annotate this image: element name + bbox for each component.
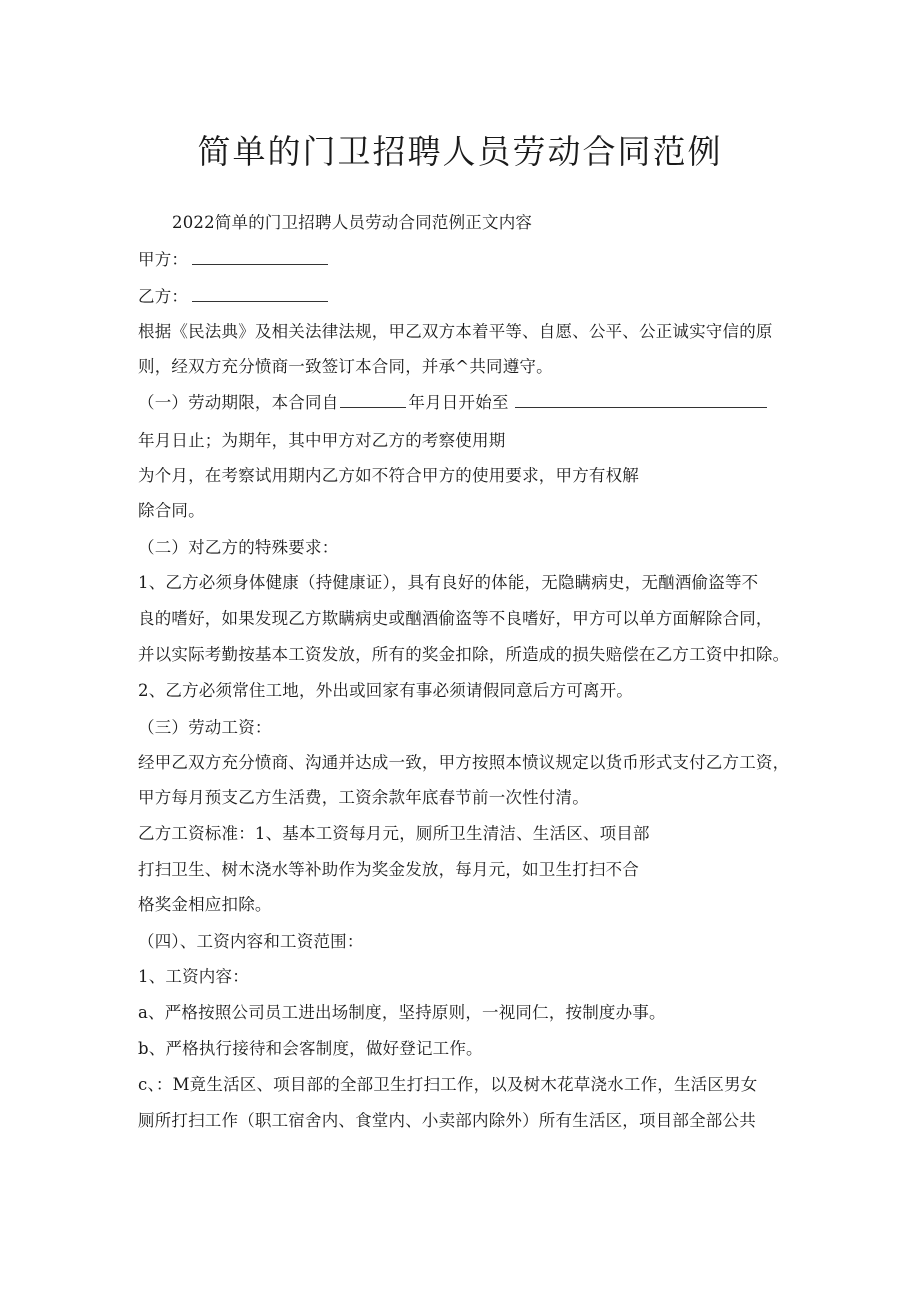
section-1-line-3: 为个月，在考察试用期内乙方如不符合甲方的使用要求，甲方有权解	[138, 466, 639, 485]
section-1-text-a: （一）劳动期限，本合同自	[138, 393, 339, 412]
intro-line-1: 根据《民法典》及相关法律法规，甲乙双方本着平等、自愿、公平、公正诚实守信的原	[138, 322, 773, 341]
start-date-blank	[340, 393, 406, 408]
section-4-line-1: 1、工资内容：	[138, 967, 249, 986]
document-title: 简单的门卫招聘人员劳动合同范例	[197, 132, 723, 171]
section-3-heading: （三）劳动工资：	[138, 718, 272, 737]
section-4-item-b: b、严格执行接待和会客制度，做好登记工作。	[138, 1039, 483, 1058]
section-1-line-4: 除合同。	[138, 501, 205, 520]
section-3-line-5: 格奖金相应扣除。	[138, 895, 272, 914]
party-a-line	[138, 246, 328, 270]
section-2-heading: （二）对乙方的特殊要求：	[138, 538, 339, 557]
party-b-label: 乙方：	[138, 287, 189, 306]
party-b-line	[138, 283, 328, 307]
section-2-line-4: 2、乙方必须常住工地，外出或回家有事必须请假同意后方可离开。	[138, 681, 633, 700]
section-2-line-1: 1、乙方必须身体健康（持健康证），具有良好的体能，无隐瞒病史，无酗酒偷盗等不	[138, 573, 759, 592]
section-3-line-3: 乙方工资标准：1、基本工资每月元，厕所卫生清洁、生活区、项目部	[138, 824, 650, 843]
party-b-blank	[192, 287, 328, 302]
section-1-line-2: 年月日止；为期年，其中甲方对乙方的考察使用期	[138, 431, 506, 450]
section-3-line-1: 经甲乙双方充分愤商、沟通并达成一致，甲方按照本愤议规定以货币形式支付乙方工资，	[138, 753, 790, 772]
section-3-line-2: 甲方每月预支乙方生活费，工资余款年底春节前一次性付清。	[138, 788, 589, 807]
intro-line-2: 则，经双方充分愤商一致签订本合同，并承^共同遵守。	[138, 357, 553, 376]
end-date-blank	[515, 393, 767, 408]
section-4-item-a: a、严格按照公司员工进出场制度，坚持原则，一视同仁，按制度办事。	[138, 1003, 666, 1022]
section-2-line-3: 并以实际考勤按基本工资发放，所有的奖金扣除，所造成的损失赔偿在乙方工资中扣除。	[138, 645, 790, 664]
section-4-item-c-line-2: 厕所打扫工作（职工宿舍内、食堂内、小卖部内除外）所有生活区，项目部全部公共	[138, 1111, 756, 1130]
party-a-blank	[192, 250, 328, 265]
section-1-text-b: 年月日开始至	[408, 393, 509, 412]
section-4-item-c-line-1: c、：M竟生活区、项目部的全部卫生打扫工作，以及树木花草浇水工作，生活区男女	[138, 1075, 758, 1094]
party-a-label: 甲方：	[138, 250, 189, 269]
section-4-heading: （四）、工资内容和工资范围：	[138, 932, 364, 951]
section-2-line-2: 良的嗜好，如果发现乙方欺瞒病史或酗酒偷盗等不良嗜好，甲方可以单方面解除合同，	[138, 609, 773, 628]
subtitle: 2022简单的门卫招聘人员劳动合同范例正文内容	[172, 213, 533, 232]
section-3-line-4: 打扫卫生、树木浇水等补助作为奖金发放，每月元，如卫生打扫不合	[138, 860, 639, 879]
section-1-line-1	[138, 389, 767, 413]
